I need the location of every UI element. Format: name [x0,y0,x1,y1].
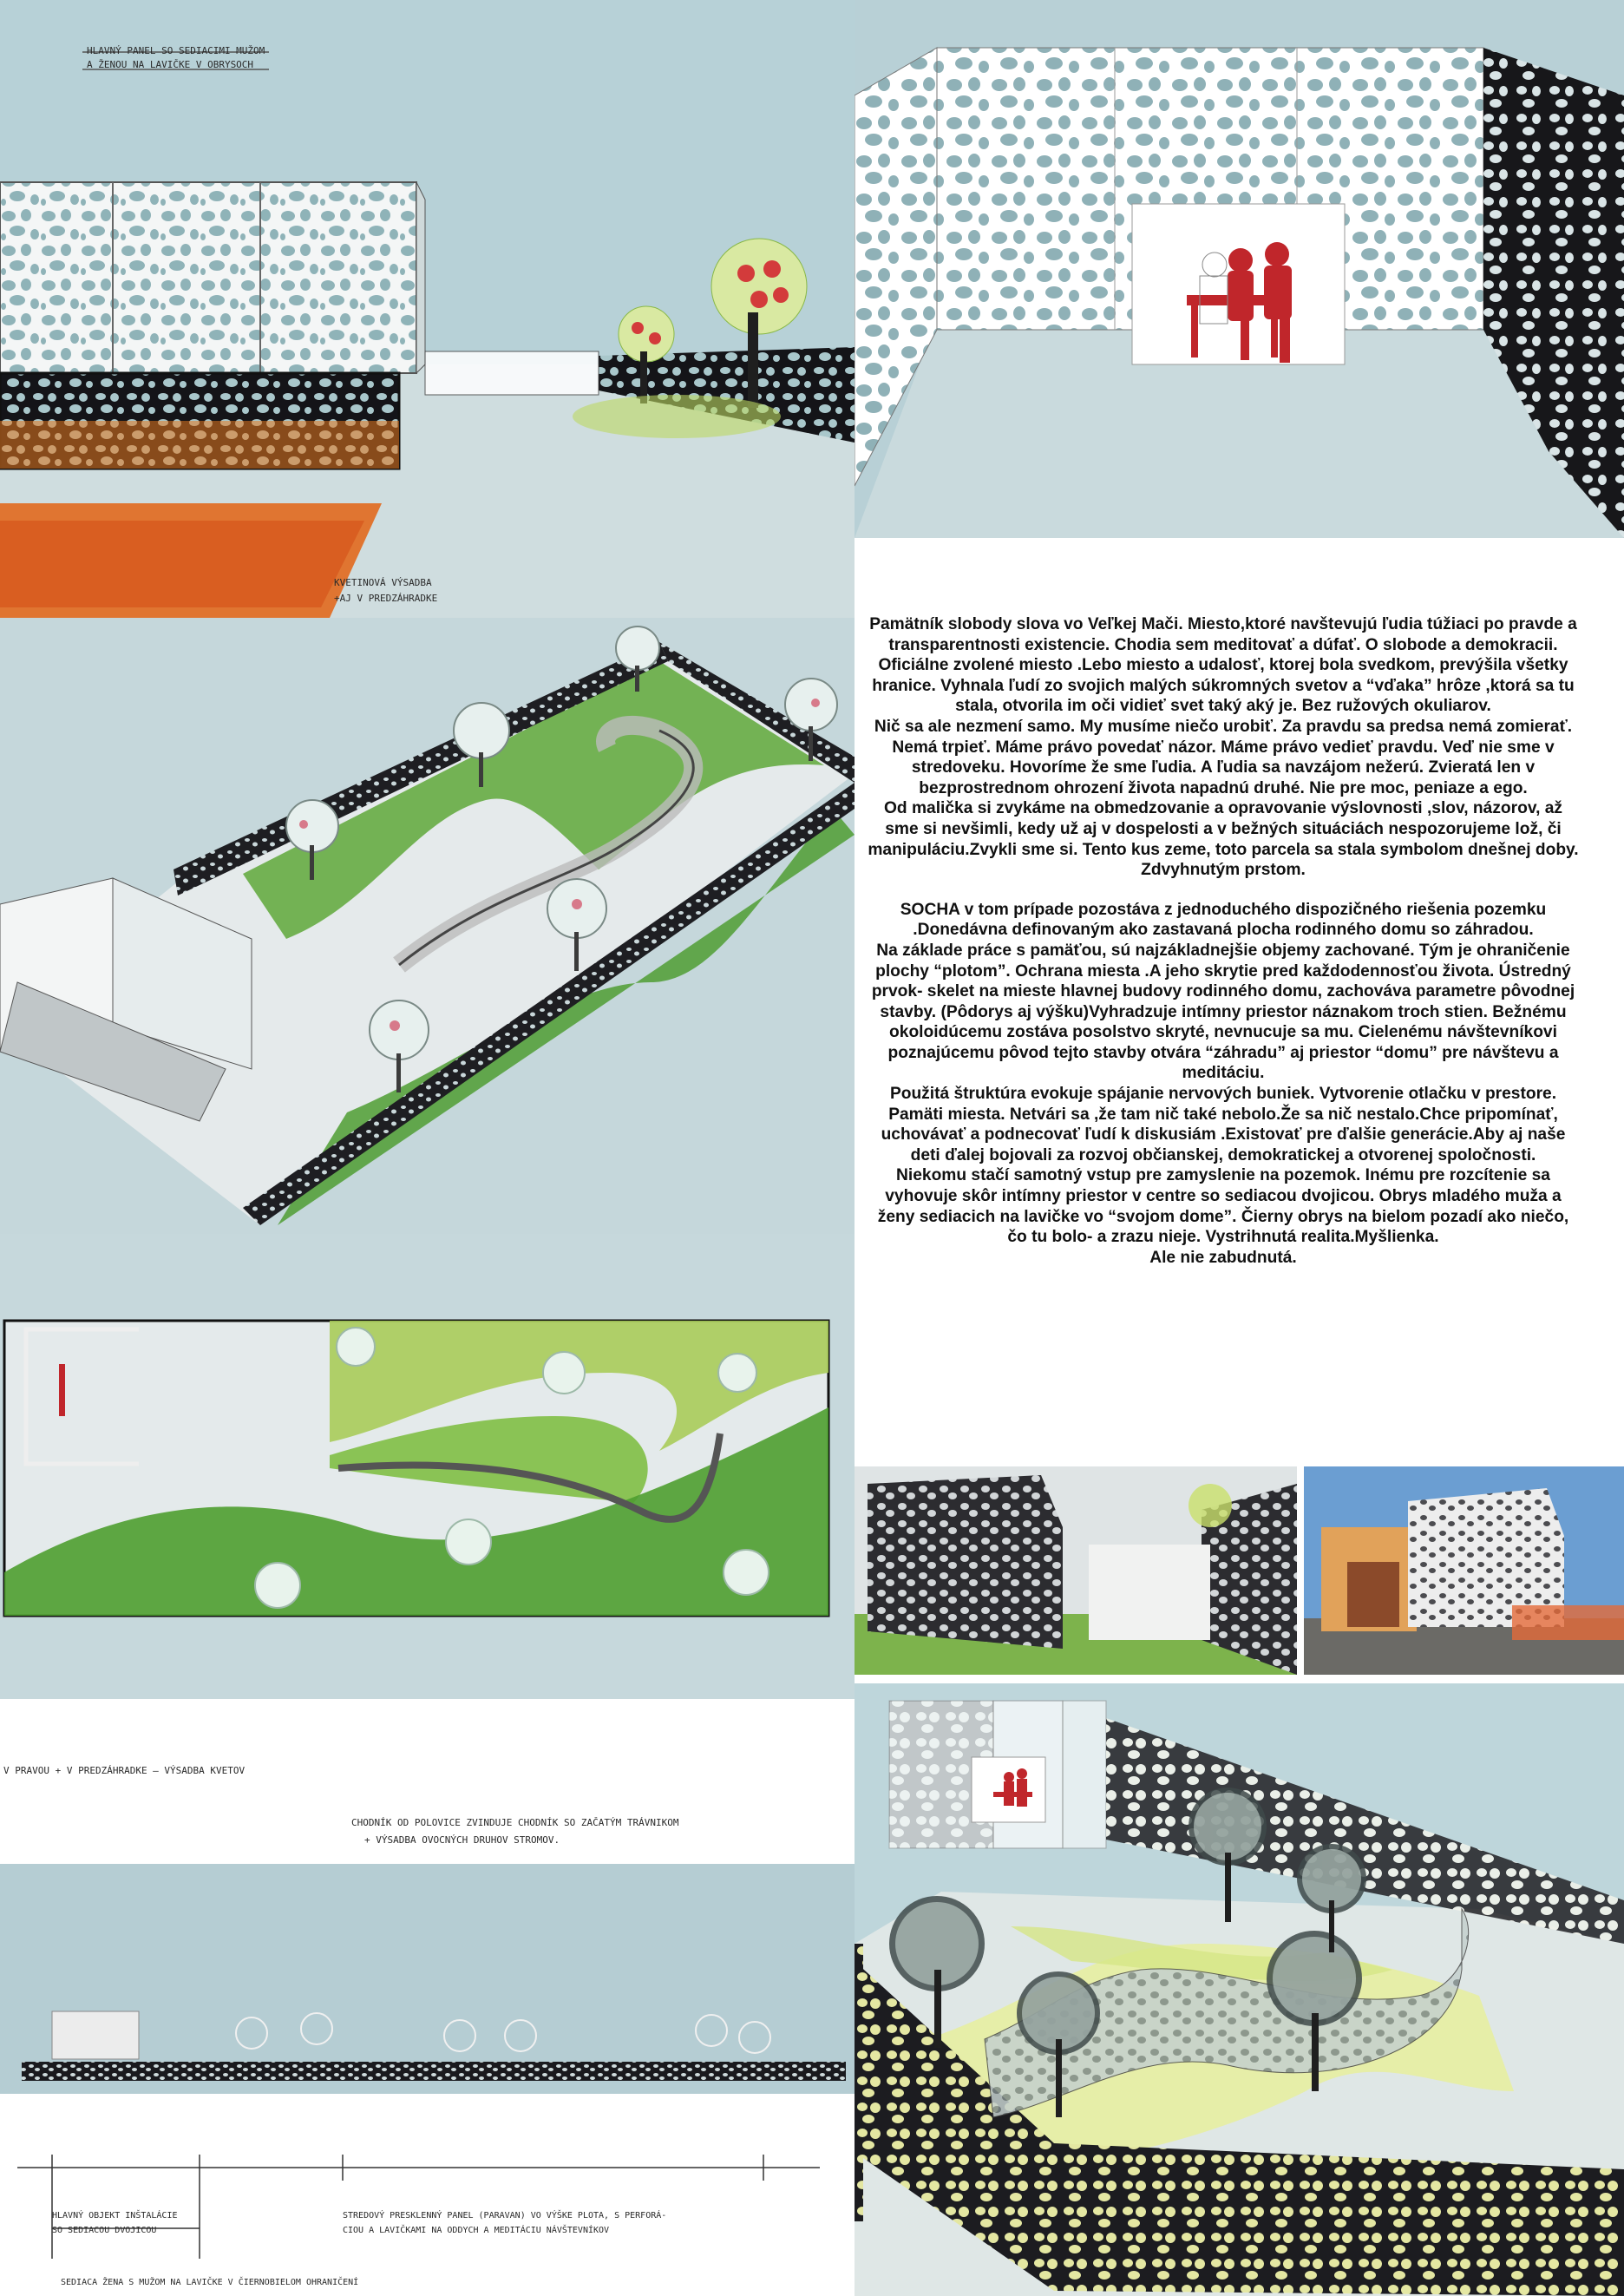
annotation-main-panel-line2: A ŽENOU NA LAVIČKE V OBRYSOCH [87,59,254,70]
annotation-path-line1: CHODNÍK OD POLOVICE ZVINDUJE CHODNÍK SO ZAČATÝM TRÁVNIKOM [351,1817,679,1828]
description-text [868,614,1579,1268]
text-paragraph: Niekomu stačí samotný vstup pre zamyslenie na pozemok. Inému pre rozcítenie sa vyhovuje skôr intímny priestor v centre so sediacou dvojicou. Obrys mladého muža a ženy sediacich na lavičke vo “svojom dome”. Čierny obrys na bielom pozadí ako niečo, čo tu bolo- a zrazu nieje. Vystrihnutá realita.Myšlienka. [877,1166,1569,1247]
sketch-aerial-garden [0,618,855,1234]
sketch-dimension-notes [0,2094,855,2296]
text-paragraph: SOCHA v tom prípade pozostáva z jednoduchého dispozičného riešenia pozemku .Donedávna definovaným ako zastavaná plocha rodinného domu so záhradou. [900,900,1547,940]
annotation-flower-bed-line2: +AJ V PREDZÁHRADKE [334,593,438,604]
annotation-bottom: SEDIACA ŽENA S MUŽOM NA LAVIČKE V ČIERNOBIELOM OHRANIČENÍ [61,2278,359,2287]
photo-site-house [1304,1466,1624,1675]
annotation-main-object-line1: HLAVNÝ OBJEKT INŠTALÁCIE [52,2211,178,2221]
photo-model-bench-couple [855,0,1624,538]
annotation-main-object-line2: SO SEDIACOU DVOJICOU [52,2226,157,2235]
text-paragraph: Od malička si zvykáme na obmedzovanie a opravovanie výslovnosti ,slov, názorov, až sme si nevšimli, kedy už aj v dospelosti a v bežných situáciách nespozorujeme lož, či manipuláciu.Zvykli sme si. Tento kus zeme, toto parcela sa stala symbolom dnešnej doby. Zdvyhnutým prstom. [868,799,1579,880]
annotation-main-panel-line1: HLAVNÝ PANEL SO SEDIACIMI MUŽOM [87,45,265,56]
text-paragraph: Na základe práce s pamäťou, sú najzákladnejšie objemy zachované. Tým je ohraničenie plochy “plotom”. Ochrana miesta .A jeho skrytie pred každodennosťou života. Ústredný prvok- skelet na mieste hlavnej budovy rodinného domu, zachováva parametre pôvodnej stavby. (Pôdorys aj výšku)Vyhradzuje intímny priestor náznakom troch stien. Bežnému okoloidúcemu zostáva posolstvo skryté, nevnucuje sa mu. Cielenému návštevníkovi poznajúcemu pôvod tejto stavby otvára “záhradu” aj priestor “domu” pre návštevu a meditáciu. [871,941,1575,1083]
sketch-floor-plan [0,1234,855,1699]
sketch-notes-area [0,1699,855,1864]
annotation-central-panel-line2: CIOU A LAVIČKAMI NA ODDYCH A MEDITÁCIU NÁVŠTEVNÍKOV [343,2226,610,2235]
sketch-perspective-front [0,0,855,618]
sketch-elevation [0,1864,855,2094]
text-paragraph: Pamätník slobody slova vo Veľkej Mači. Miesto,ktoré navštevujú ľudia túžiaci po pravde a transparentnosti existencie. Chodia sem meditovať a dúfať. O slobode a demokracii. Oficiálne zvolené miesto .Lebo miesto a udalosť, ktorej bola svedkom, prevýšila všetky hranice. Vyhnala ľudí zo svojich malých súkromných svetov a “vďaka” hrôze ,ktorá sa tu stala, otvorila im oči vidieť svet taký aký je. Bez ružových okuliarov. [869,615,1577,716]
text-paragraph: Ale nie zabudnutá. [1149,1248,1297,1267]
text-paragraph: Nič sa ale nezmení samo. My musíme niečo urobiť. Za pravdu sa predsa nemá zomierať. Nemá trpieť. Máme právo povedať názor. Máme právo vedieť pravdu. Veď nie sme v stredoveku. Hovoríme že sme ľudia. A ľudia sa navzájom nežerú. Zvieratá len v bezprostrednom ohrození života napadnú druhé. Nie pre moc, peniaze a ego. [874,717,1573,797]
photo-model-garden [855,1683,1624,2296]
photo-collage-street [855,1466,1297,1675]
annotation-flower-bed-line1: KVETINOVÁ VÝSADBA [334,577,432,588]
annotation-path-line2: + VÝSADBA OVOCNÝCH DRUHOV STROMOV. [364,1834,560,1846]
annotation-front-garden: V PRAVOU + V PREDZÁHRADKE – VÝSADBA KVETOV [3,1765,246,1776]
text-paragraph: Použitá štruktúra evokuje spájanie nervových buniek. Vytvorenie otlačku v prestore. Pamäti miesta. Netvári sa ,že tam nič také nebolo.Že sa nič nestalo.Chce pripomínať, uchovávať a podnecovať ľudí k diskusiám .Existovať pre ďalšie generácie.Aby aj naše deti ďalej bojovali za rozvoj občianskej, demokratickej a otvorenej spoločnosti. [881,1085,1566,1164]
annotation-central-panel-line1: STREDOVÝ PRESKLENNÝ PANEL (PARAVAN) VO VÝŠKE PLOTA, S PERFORÁ- [343,2211,667,2221]
